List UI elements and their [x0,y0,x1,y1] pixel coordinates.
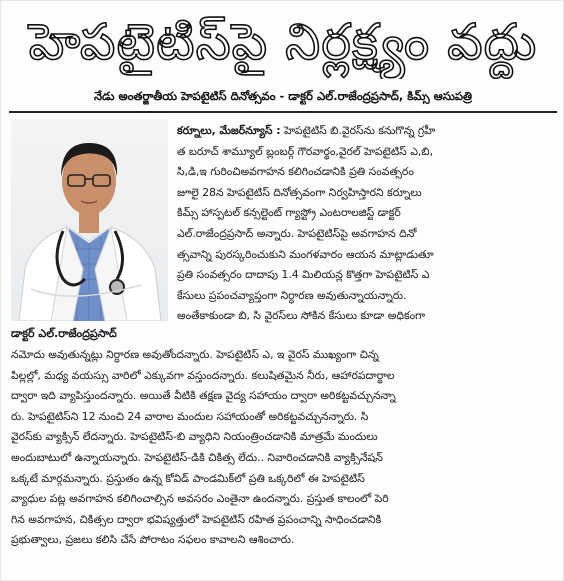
body-line: వైరస్‌కు వ్యాక్సిన్ లేదన్నారు. హెపటైటిస్-బి వ్యాధిని నియంత్రించడానికి మాత్రమే మందులు [11,430,378,444]
photo-caption: డాక్టర్ ఎల్.రాజేంద్రప్రసాద్ [11,327,117,340]
article-body-right-column [177,121,557,327]
body-line: త్సవాన్ని పురస్కరించుకుని మంగళవారం ఆయన మాట్లాడుతూ [177,247,434,261]
body-line: కేసులు ప్రపంచవ్యాప్తంగా నిర్ధారణ అవుతున్నాయన్నారు. [177,288,407,302]
body-line: కర్నూలు, మేజర్‌న్యూస్ : హెపటైటిస్ బి.వైరస్‌ను కనుగొన్న గ్రహీ [177,124,436,137]
doctor-photo [11,119,168,321]
article-body-full-width [11,345,557,551]
body-line: ఎల్.రాజేంద్రప్రసాద్ అన్నారు. హెపటైటిస్‌పై అవగాహన దినో [177,226,417,240]
body-line: అందుబాటులో ఉన్నాయన్నారు. హెపటైటిస్-డికి చికిత్స లేదు.. నివారించడానికి వ్యాక్సినేషన్ [11,450,383,464]
doctor-portrait-icon [11,119,168,321]
body-line: రు. హెపటైటిస్‌ని 12 నుంచి 24 వారాల మందుల సహాయంతో అరికట్టవచ్చునన్నారు. సి [11,409,369,423]
divider-rule [9,111,557,113]
body-line: పిల్లల్లో, మధ్య వయస్సు వారిలో ఎక్కువగా వస్తుందన్నారు. కలుషితమైన నీరు, ఆహారపదార్థాల [11,368,395,382]
body-line: కిమ్స్ హాస్పటల్ కన్సల్టెంట్ గ్యాస్ట్రో ఎంటరాలజిస్ట్ డాక్టర్ [177,206,401,220]
body-line: జూలై 28న హెపటైటిస్ దినోత్సవంగా నిర్వహిస్తారని కర్నూలు [177,185,422,199]
body-line: ద్వారా ఇది వ్యాపిస్తుందన్నారు. అయితే వీటికి తక్షణ వైద్య సహాయం ద్వారా అరికట్టవచ్చునన్నా [11,389,396,403]
subheadline: నేడు అంతర్జాతీయ హెపటైటిస్ దినోత్సవం - డాక్టర్ ఎల్.రాజేంద్రప్రసాద్, కిమ్స్ ఆసుపత్రి [93,89,473,103]
body-line: సి,డి,ఇ గురించిఅవగాహన కలిగించడానికి ప్రతి సంవత్సరం [177,165,414,179]
body-line: అంతేకాకుండా బి, సి వైరస్‌లు సోకిన కేసులు కూడా అధికంగా [177,309,426,323]
body-line: త బరూచ్ శామ్యూల్ బ్లంబర్గ్ గౌరవార్థం,వైరల్ హెపటైటిస్ ఎ,బి, [177,144,434,158]
body-line: గిన అవగాహన, చికిత్సల ద్వారా భవిష్యత్తులో హెపటైటిస్ రహిత ప్రపంచాన్ని సాధించడానికి [11,512,382,526]
body-line: ఒక్కటే మార్గమన్నారు. ప్రస్తుతం ఉన్న కోవిడ్ పాండమిక్‌లో ప్రతి ఒక్కరిలో ఈ హెపటైటిస్ [11,471,365,485]
body-line: వ్యాధుల పట్ల అవగాహన కలిగించాల్సిన అవసరం ఎంతైనా ఉందన్నారు. ప్రస్తుత కాలంలో పెరి [11,492,389,506]
body-line: ప్రభుత్వాలు, ప్రజలు కలిసి చేసే పోరాటం సఫలం కావాలని ఆశించారు. [11,533,295,547]
dateline: కర్నూలు, మేజర్‌న్యూస్ : [177,124,281,137]
body-line: ప్రతి సంవత్సరం దాదాపు 1.4 మిలియన్ల కొత్తగా హెపటైటిస్ ఎ [177,268,430,282]
headline: హెపటైటిస్‌పై నిర్లక్ష్యం వద్దు [28,13,538,71]
body-line: నమోదు అవుతున్నట్లు నిర్ధారణ అవుతోందన్నారు. హెపటైటిస్ ఎ, ఇ వైరస్ ముఖ్యంగా చిన్న [11,348,379,361]
